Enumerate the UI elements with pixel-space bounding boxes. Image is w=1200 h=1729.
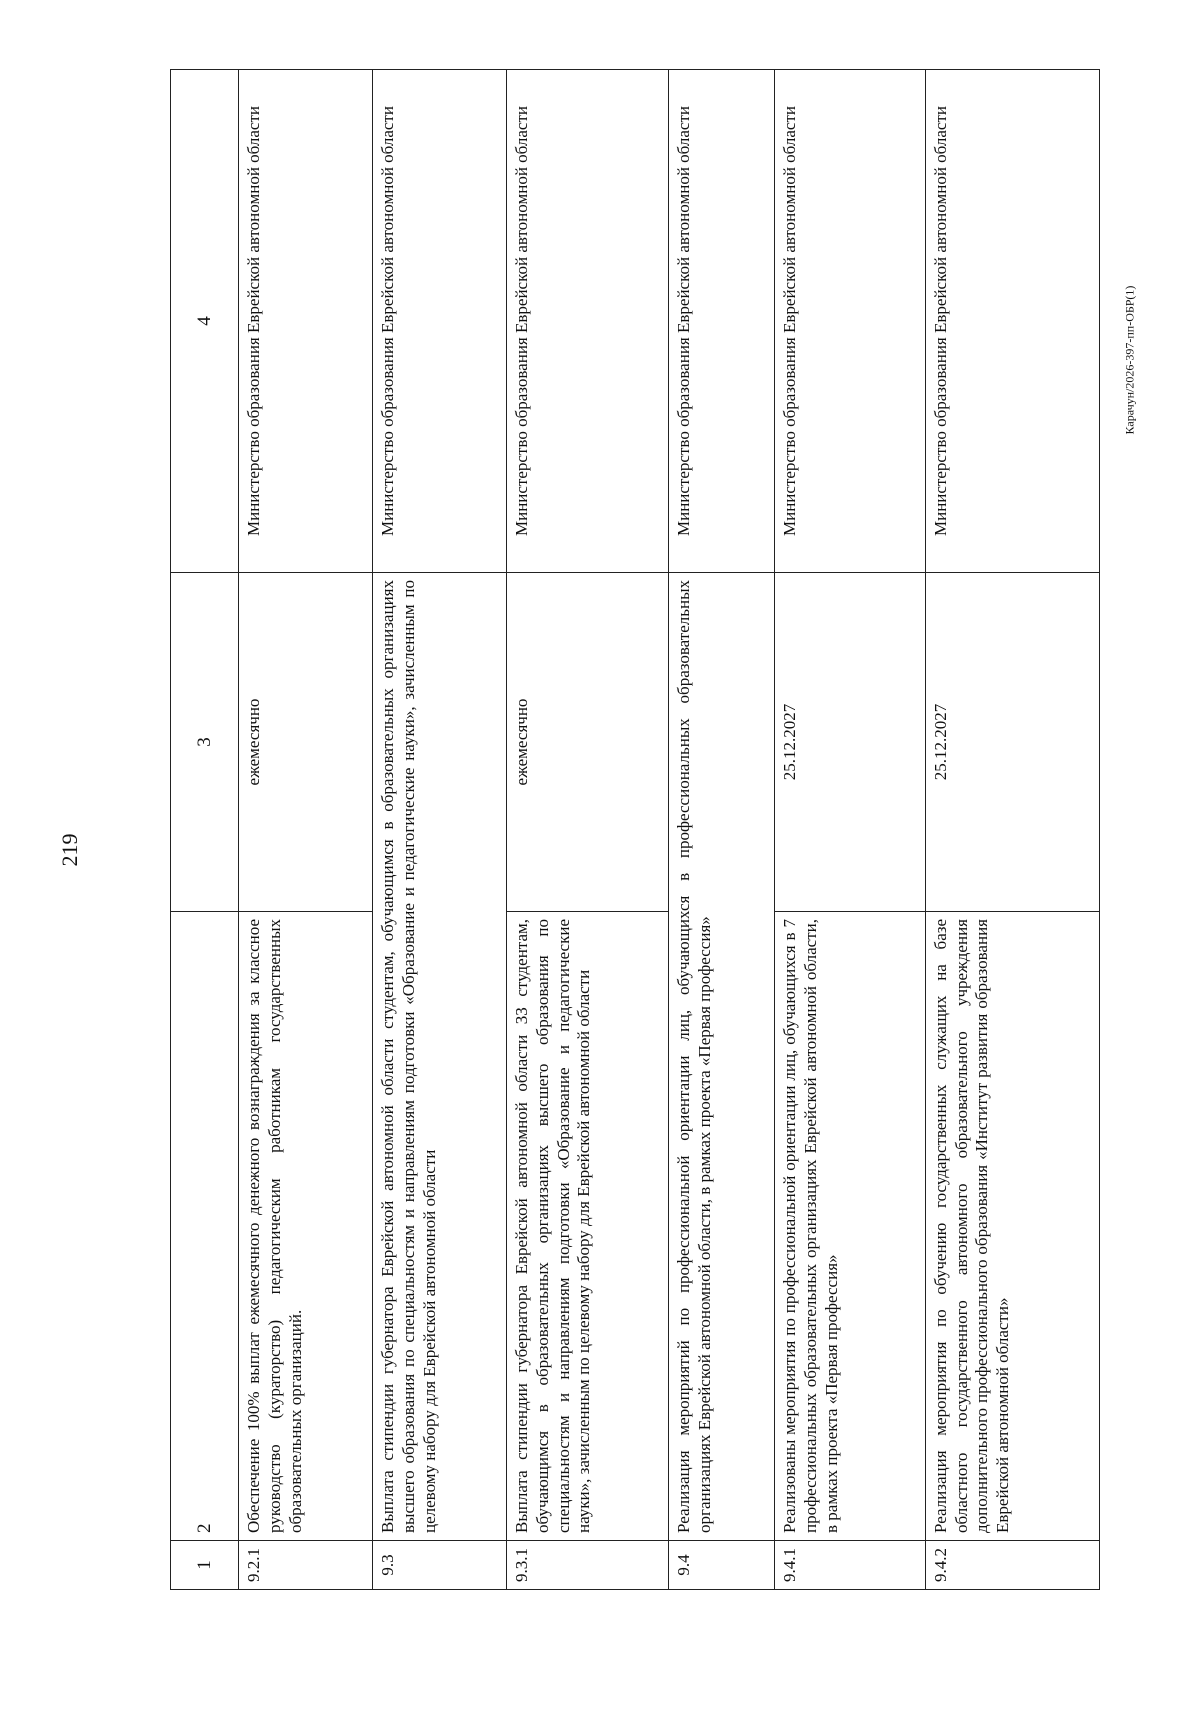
row-number: 9.4.1 bbox=[775, 1541, 926, 1590]
row-responsible: Министерство образования Еврейской автономной области bbox=[668, 70, 774, 573]
column-header-3: 3 bbox=[171, 573, 239, 912]
row-description: Реализация мероприятия по обучению государственных служащих на базе областного государственного автономного образовательного учреждения дополнительного профессионального образования «Институт развития образования Еврейской автономной области» bbox=[925, 912, 1099, 1541]
row-number: 9.3 bbox=[373, 1541, 507, 1590]
row-number: 9.3.1 bbox=[507, 1541, 669, 1590]
table-row bbox=[775, 70, 926, 1590]
row-number: 9.4.2 bbox=[925, 1541, 1099, 1590]
row-description: Реализация мероприятий по профессиональной ориентации лиц, обучающихся в профессиональных образовательных организациях Еврейской автономной области, в рамках проекта «Первая профессия» bbox=[668, 573, 774, 1541]
measures-table bbox=[170, 69, 1100, 1590]
table-row bbox=[239, 70, 373, 1590]
row-description: Обеспечение 100% выплат ежемесячного денежного вознаграждения за классное руководство (кураторство) педагогическим работникам государственных образовательных организаций. bbox=[239, 912, 373, 1541]
column-header-2: 2 bbox=[171, 912, 239, 1541]
table-header-row bbox=[171, 70, 239, 1590]
row-term: 25.12.2027 bbox=[925, 573, 1099, 912]
row-responsible: Министерство образования Еврейской автономной области bbox=[239, 70, 373, 573]
measures-table-container bbox=[170, 106, 1100, 1590]
column-header-4: 4 bbox=[171, 70, 239, 573]
row-responsible: Министерство образования Еврейской автономной области bbox=[775, 70, 926, 573]
row-responsible: Министерство образования Еврейской автономной области bbox=[925, 70, 1099, 573]
table-row bbox=[925, 70, 1099, 1590]
row-term: ежемесячно bbox=[507, 573, 669, 912]
row-responsible: Министерство образования Еврейской автономной области bbox=[373, 70, 507, 573]
document-code: Карачун/2026-397-пп-ОБР(1) bbox=[1122, 285, 1137, 435]
row-term: 25.12.2027 bbox=[775, 573, 926, 912]
page-number: 219 bbox=[57, 833, 82, 867]
row-responsible: Министерство образования Еврейской автономной области bbox=[507, 70, 669, 573]
row-number: 9.4 bbox=[668, 1541, 774, 1590]
row-description: Реализованы мероприятия по профессиональной ориентации лиц, обучающихся в 7 профессиональных образовательных организациях Еврейской автономной области, в рамках проекта «Первая профессия» bbox=[775, 912, 926, 1541]
row-number: 9.2.1 bbox=[239, 1541, 373, 1590]
row-description: Выплата стипендии губернатора Еврейской автономной области студентам, обучающимся в образовательных организациях высшего образования по специальностям и направлениям подготовки «Образование и педагогические науки», зачисленным по целевому набору для Еврейской автономной области bbox=[373, 573, 507, 1541]
table-row bbox=[668, 70, 774, 1590]
column-header-1: 1 bbox=[171, 1541, 239, 1590]
table-row bbox=[373, 70, 507, 1590]
row-description: Выплата стипендии губернатора Еврейской автономной области 33 студентам, обучающимся в образовательных организациях высшего образования по специальностям и направлениям подготовки «Образование и педагогические науки», зачисленным по целевому набору для Еврейской автономной области bbox=[507, 912, 669, 1541]
row-term: ежемесячно bbox=[239, 573, 373, 912]
table-row bbox=[507, 70, 669, 1590]
